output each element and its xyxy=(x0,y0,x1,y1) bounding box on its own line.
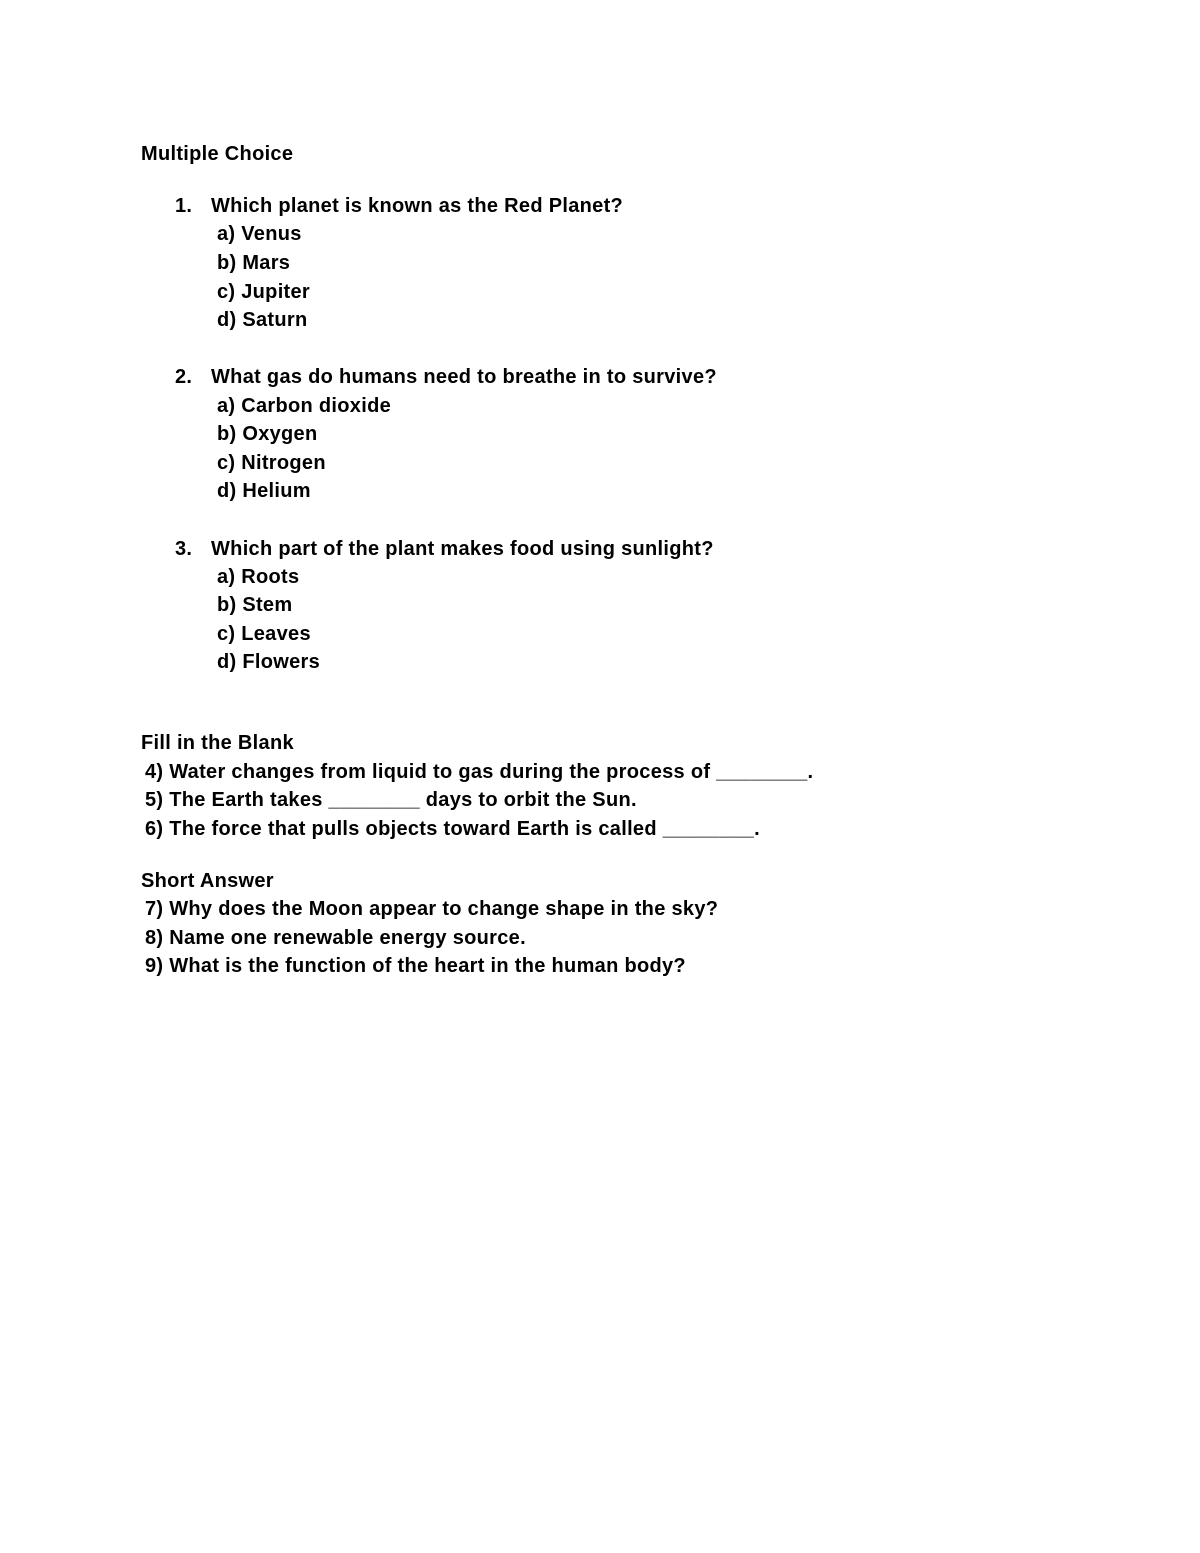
question-3-option-d: d) Flowers xyxy=(217,651,321,673)
question-2-option-a: a) Carbon dioxide xyxy=(217,395,392,417)
question-1-option-d: d) Saturn xyxy=(217,309,308,331)
question-2-option-b: b) Oxygen xyxy=(217,423,318,445)
short-answer-item-9: 9) What is the function of the heart in the human body? xyxy=(145,955,686,977)
fill-in-blank-item-4: 4) Water changes from liquid to gas during the process of ________. xyxy=(145,761,814,783)
fill-in-blank-item-5: 5) The Earth takes ________ days to orbit the Sun. xyxy=(145,789,637,811)
multiple-choice-heading: Multiple Choice xyxy=(141,143,294,165)
question-3-option-b: b) Stem xyxy=(217,594,293,616)
short-answer-item-8: 8) Name one renewable energy source. xyxy=(145,927,526,949)
question-1-text: Which planet is known as the Red Planet? xyxy=(211,195,624,217)
question-3-text: Which part of the plant makes food using sunlight? xyxy=(211,538,714,560)
question-3-number: 3. xyxy=(175,538,193,560)
question-3-option-a: a) Roots xyxy=(217,566,300,588)
fill-in-blank-item-6: 6) The force that pulls objects toward Earth is called ________. xyxy=(145,818,760,840)
question-2-option-c: c) Nitrogen xyxy=(217,452,326,474)
question-2-text: What gas do humans need to breathe in to survive? xyxy=(211,366,717,388)
fill-in-blank-heading: Fill in the Blank xyxy=(141,732,294,754)
question-1-option-c: c) Jupiter xyxy=(217,281,311,303)
question-1-number: 1. xyxy=(175,195,193,217)
question-2-option-d: d) Helium xyxy=(217,480,311,502)
short-answer-heading: Short Answer xyxy=(141,870,274,892)
question-1-option-b: b) Mars xyxy=(217,252,291,274)
short-answer-item-7: 7) Why does the Moon appear to change shape in the sky? xyxy=(145,898,719,920)
question-2-number: 2. xyxy=(175,366,193,388)
question-1-option-a: a) Venus xyxy=(217,223,302,245)
question-3-option-c: c) Leaves xyxy=(217,623,311,645)
